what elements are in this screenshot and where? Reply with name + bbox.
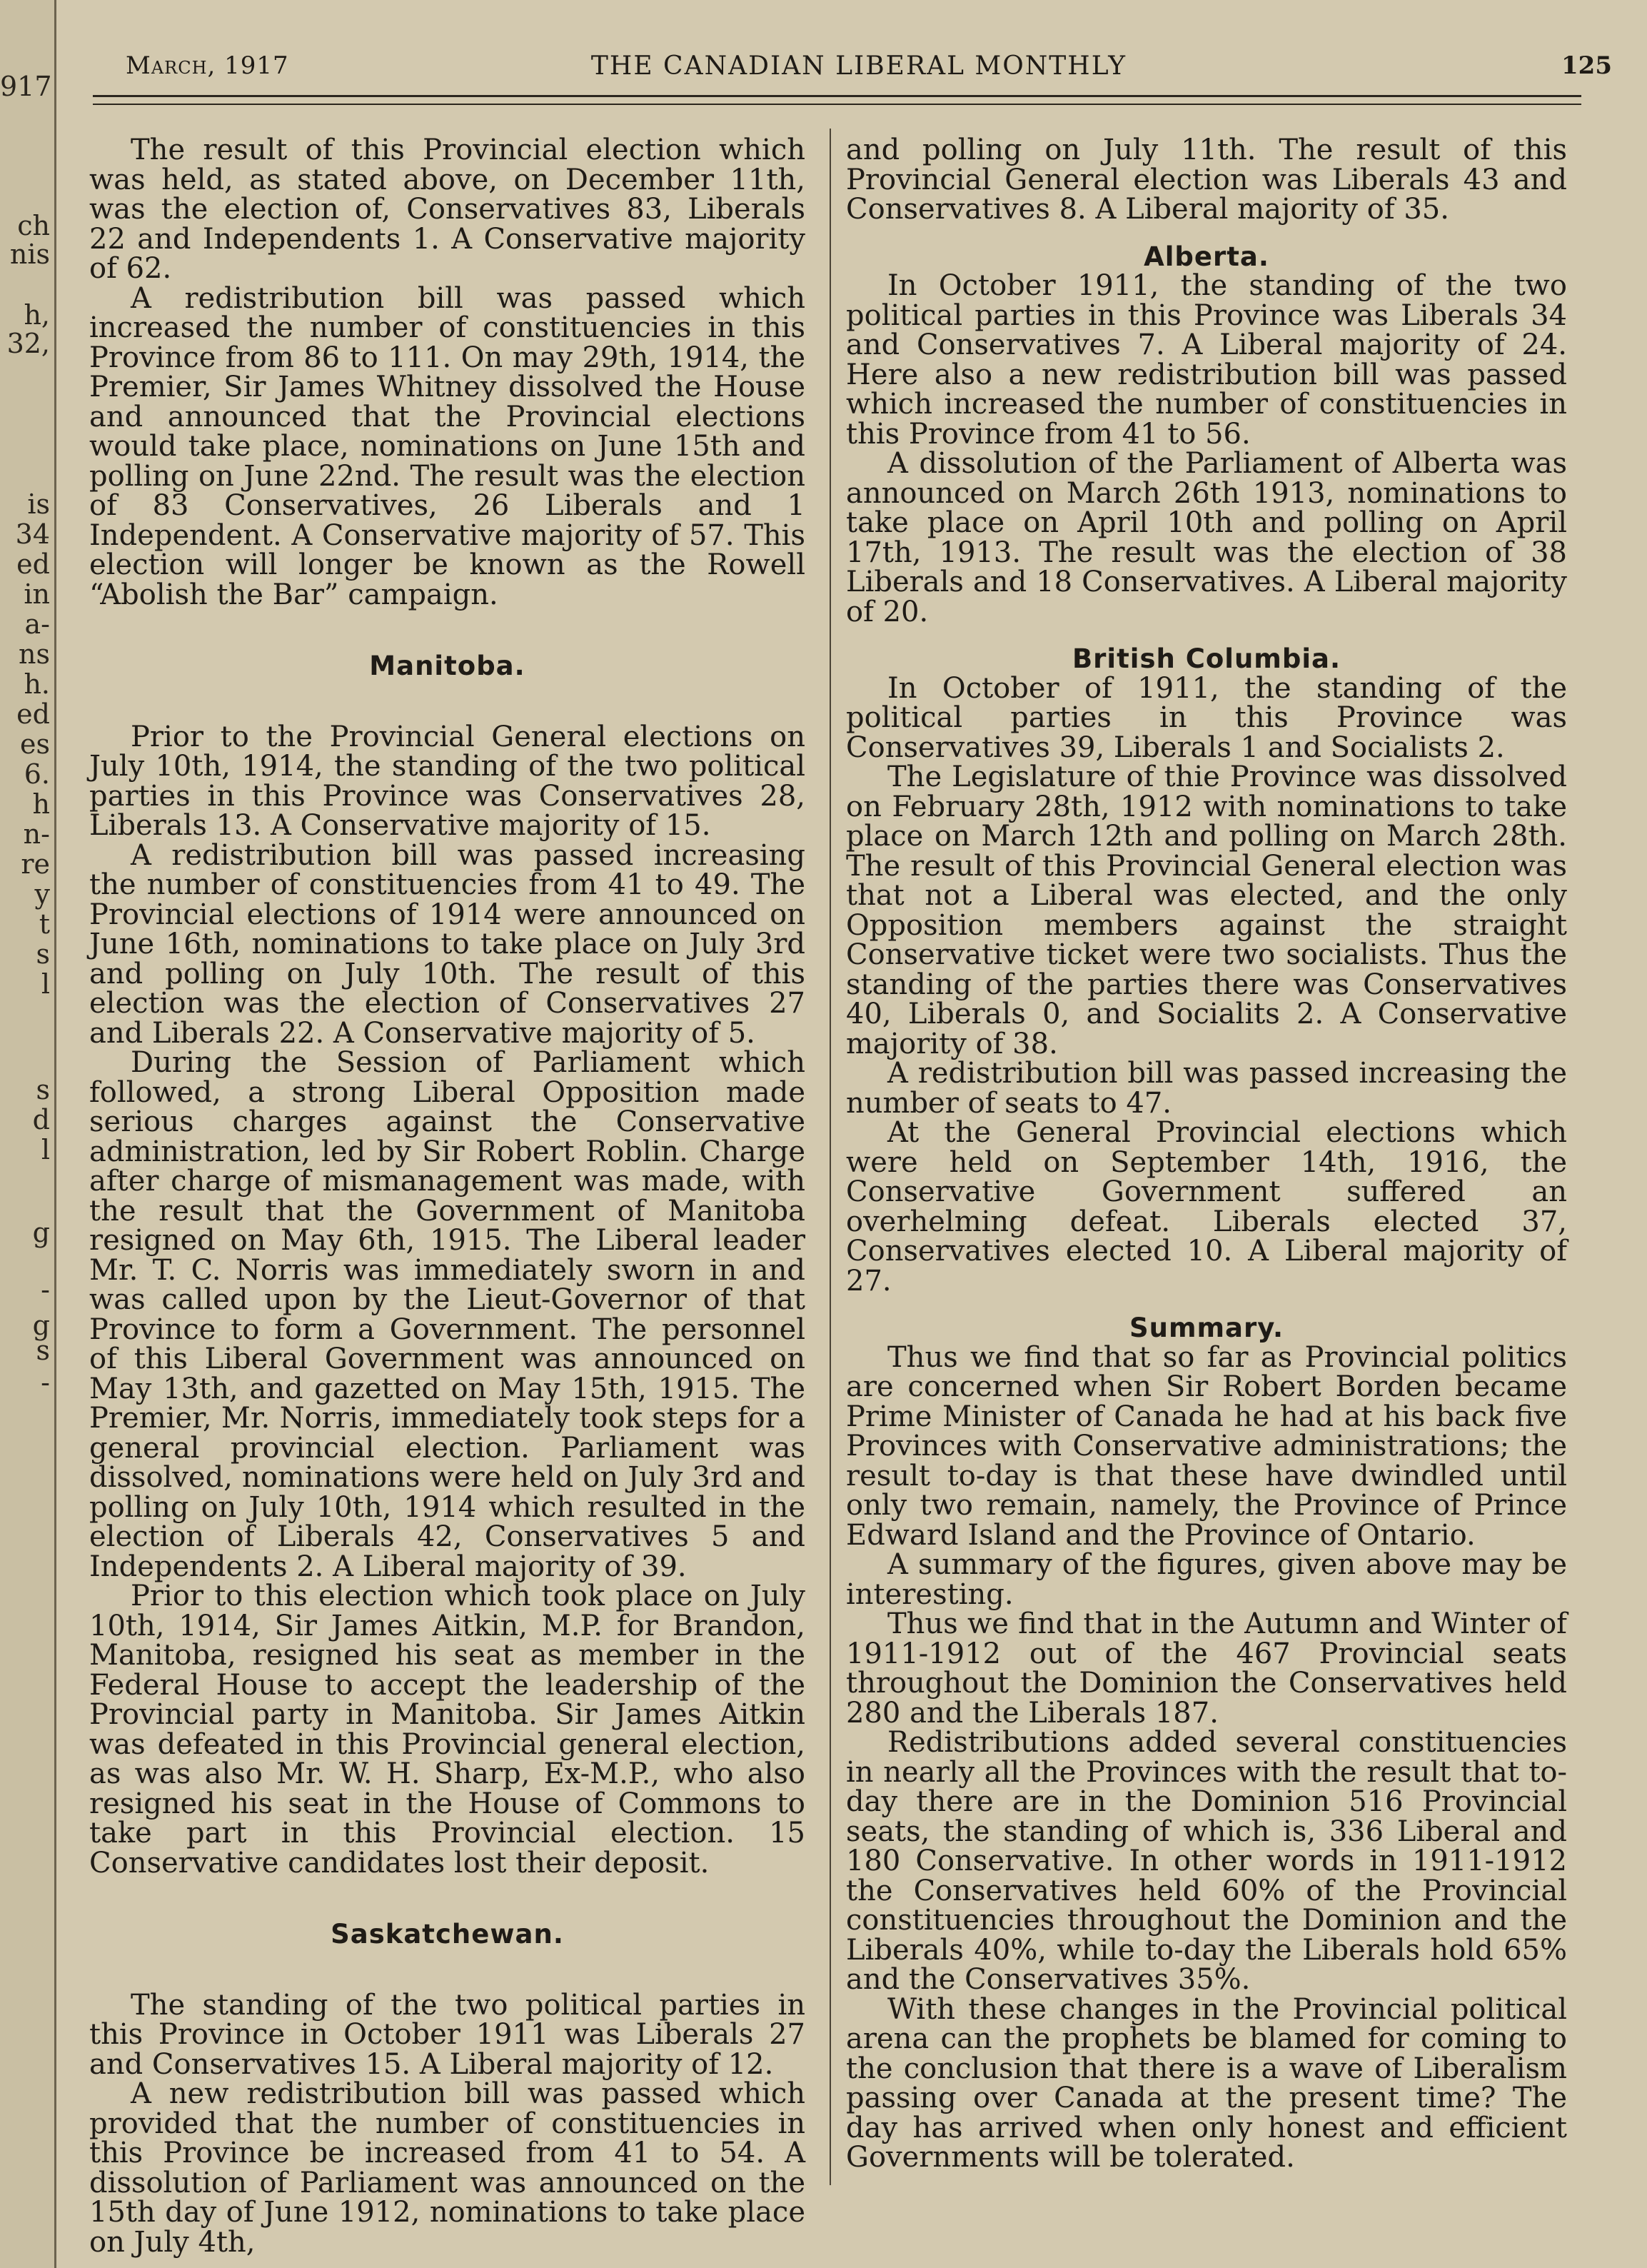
prev-fragment: ed (16, 548, 50, 580)
section-heading-british-columbia: British Columbia. (1072, 643, 1341, 674)
prev-fragment: t (39, 908, 50, 940)
paragraph: The result of this Provincial election which was held, as stated above, on December 11th, was the election of, Conservatives 83, Liberals 22 and Independents 1. A Conservative majority of 62. (89, 134, 805, 285)
paragraph: Redistributions added several constituencies in nearly all the Provinces with the result that to-day there are in the Dominion 516 Provincial seats, the standing of which is, 336 Liberal and 180 Conservative. In other words in 1911-1912 the Conservatives held 60% of the Provincial constituencies throughout the Dominion and the Liberals 40%, while to-day the Liberals hold 65% and the Conservatives 35%. (846, 1726, 1567, 1996)
paragraph: Thus we find that so far as Provincial politics are concerned when Sir Robert Borden became Prime Minister of Canada he had at his back five Provinces with Conservative administrations; the result to-day is that these have dwindled until only two remain, namely, the Province of Prince Edward Island and the Province of Ontario. (846, 1340, 1567, 1552)
prev-fragment: h (32, 788, 50, 820)
prev-fragment: ch (17, 210, 50, 241)
paragraph: and polling on July 11th. The result of this Provincial General election was Liberals 43 and Conservatives 8. A Liberal majority of 35. (846, 134, 1567, 226)
prev-fragment: l (41, 1134, 50, 1165)
prev-fragment: s (36, 1074, 50, 1105)
prev-fragment: h, (24, 299, 50, 331)
prev-fragment: l (41, 968, 50, 1000)
section-heading-alberta: Alberta. (1144, 241, 1269, 272)
left-column (89, 136, 805, 2257)
prev-fragment: ed (16, 698, 50, 730)
prev-fragment: 34 (15, 518, 50, 550)
prev-fragment: es (20, 728, 50, 760)
publication-title: THE CANADIAN LIBERAL MONTHLY (590, 51, 1127, 81)
prev-fragment: 917 (0, 71, 52, 102)
paragraph: The standing of the two political parties in this Province in October 1911 was Liberals 27 and Conservatives 15. A Liberal majority of 12. (89, 1988, 805, 2081)
paragraph: With these changes in the Provincial political arena can the prophets be blamed for coming to the conclusion that there is a wave of Liberalism passing over Canada at the present time? The day has arrived when only honest and efficient Governments will be tolerated. (846, 1992, 1567, 2174)
paragraph: A new redistribution bill was passed which provided that the number of constituencies in this Province be increased from 41 to 54. A dissolution of Parliament was announced on the 15th day of June 1912, nominations to take place on July 4th, (89, 2077, 805, 2259)
prev-fragment: n- (23, 818, 50, 850)
column-divider (830, 129, 831, 2185)
header-rule-top (93, 95, 1581, 97)
paragraph: A dissolution of the Parliament of Alberta was announced on March 26th 1913, nominations to take place on April 10th and polling on April 17th, 1913. The result was the election of 38 Liberals and 18 Conservatives. A Liberal majority of 20. (846, 447, 1567, 628)
prev-fragment: - (41, 1274, 50, 1305)
prev-fragment: - (41, 1367, 50, 1398)
magazine-page (57, 0, 1647, 2268)
page-number: 125 (1561, 51, 1612, 80)
section-heading-manitoba: Manitoba. (369, 651, 525, 681)
header-rule-bottom (93, 104, 1581, 105)
prev-fragment: ns (19, 638, 50, 670)
paragraph: In October of 1911, the standing of the political parties in this Province was Conservatives 39, Liberals 1 and Socialists 2. (846, 671, 1567, 764)
paragraph: At the General Provincial elections which were held on September 14th, 1916, the Conservative Government suffered an overhelming defeat. Liberals elected 37, Conservatives elected 10. A Liberal majority of 27. (846, 1116, 1567, 1298)
prev-fragment: s (36, 938, 50, 970)
paragraph: Prior to the Provincial General elections on July 10th, 1914, the standing of the two political parties in this Province was Conservatives 28, Liberals 13. A Conservative majority of 15. (89, 720, 805, 842)
prev-fragment: a- (24, 608, 50, 640)
previous-page-edge (0, 0, 56, 2268)
paragraph: A redistribution bill was passed increasing the number of seats to 47. (846, 1057, 1567, 1120)
paragraph: Prior to this election which took place on July 10th, 1914, Sir James Aitkin, M.P. for Brandon, Manitoba, resigned his seat as member in the Federal House to accept the leadership of the Provincial party in Manitoba. Sir James Aitkin was defeated in this Provincial general election, as was also Mr. W. H. Sharp, Ex-M.P., who also resigned his seat in the House of Commons to take part in this Provincial election. 15 Conservative candidates lost their deposit. (89, 1580, 805, 1880)
prev-fragment: s (36, 1335, 50, 1366)
paragraph: The Legislature of thie Province was dissolved on February 28th, 1912 with nominations to take place on March 12th and polling on March 28th. The result of this Provincial General election was that not a Liberal was elected, and the only Opposition members against the straight Conservative ticket were two socialists. Thus the standing of the parties there was Conservatives 40, Liberals 0, and Socialits 2. A Conservative majority of 38. (846, 761, 1567, 1060)
section-heading-saskatchewan: Saskatchewan. (331, 1919, 564, 1950)
prev-fragment: nis (9, 239, 50, 270)
right-column (846, 136, 1567, 2173)
prev-fragment: g (32, 1310, 50, 1341)
paragraph: A redistribution bill was passed increasing the number of constituencies from 41 to 49. The Provincial elections of 1914 were announced on June 16th, nominations to take place on July 3rd and polling on July 10th. The result of this election was the election of Conservatives 27 and Liberals 22. A Conservative majority of 5. (89, 838, 805, 1050)
prev-fragment: 32, (6, 328, 50, 359)
paragraph: During the Session of Parliament which followed, a strong Liberal Opposition made serious charges against the Conservative administration, led by Sir Robert Roblin. Charge after charge of mismanagement was made, with the result that the Government of Manitoba resigned on May 6th, 1915. The Liberal leader Mr. T. C. Norris was immediately sworn in and was called upon by the Lieut-Governor of that Province to form a Government. The personnel of this Liberal Government was announced on May 13th, and gazetted on May 15th, 1915. The Premier, Mr. Norris, immediately took steps for a general provincial election. Parliament was dissolved, nominations were held on July 3rd and polling on July 10th, 1914 which resulted in the election of Liberals 42, Conservatives 5 and Independents 2. A Liberal majority of 39. (89, 1046, 805, 1583)
running-header (91, 51, 1626, 94)
paragraph: Thus we find that in the Autumn and Winter of 1911-1912 out of the 467 Provincial seats throughout the Dominion the Conservatives held 280 and the Liberals 187. (846, 1607, 1567, 1730)
section-heading-summary: Summary. (1129, 1313, 1284, 1343)
prev-fragment: in (24, 578, 50, 610)
prev-fragment: h. (24, 668, 50, 700)
paragraph: A summary of the figures, given above may be interesting. (846, 1548, 1567, 1611)
paragraph: A redistribution bill was passed which increased the number of constituencies in this Province from 86 to 111. On may 29th, 1914, the Premier, Sir James Whitney dissolved the House and announced that the Provincial elections would take place, nominations on June 15th and polling on June 22nd. The result was the election of 83 Conservatives, 26 Liberals and 1 Independent. A Conservative majority of 57. This election will longer be known as the Rowell “Abolish the Bar” campaign. (89, 281, 805, 611)
prev-fragment: is (27, 488, 50, 520)
prev-fragment: 6. (24, 758, 50, 790)
prev-fragment: d (32, 1104, 50, 1135)
issue-date: March, 1917 (126, 51, 289, 80)
prev-fragment: g (32, 1217, 50, 1248)
paragraph: In October 1911, the standing of the two political parties in this Province was Liberals 34 and Conservatives 7. A Liberal majority of 24. Here also a new redistribution bill was passed which increased the number of constituencies in this Province from 41 to 56. (846, 269, 1567, 451)
prev-fragment: re (21, 848, 50, 880)
prev-fragment: y (34, 878, 50, 910)
